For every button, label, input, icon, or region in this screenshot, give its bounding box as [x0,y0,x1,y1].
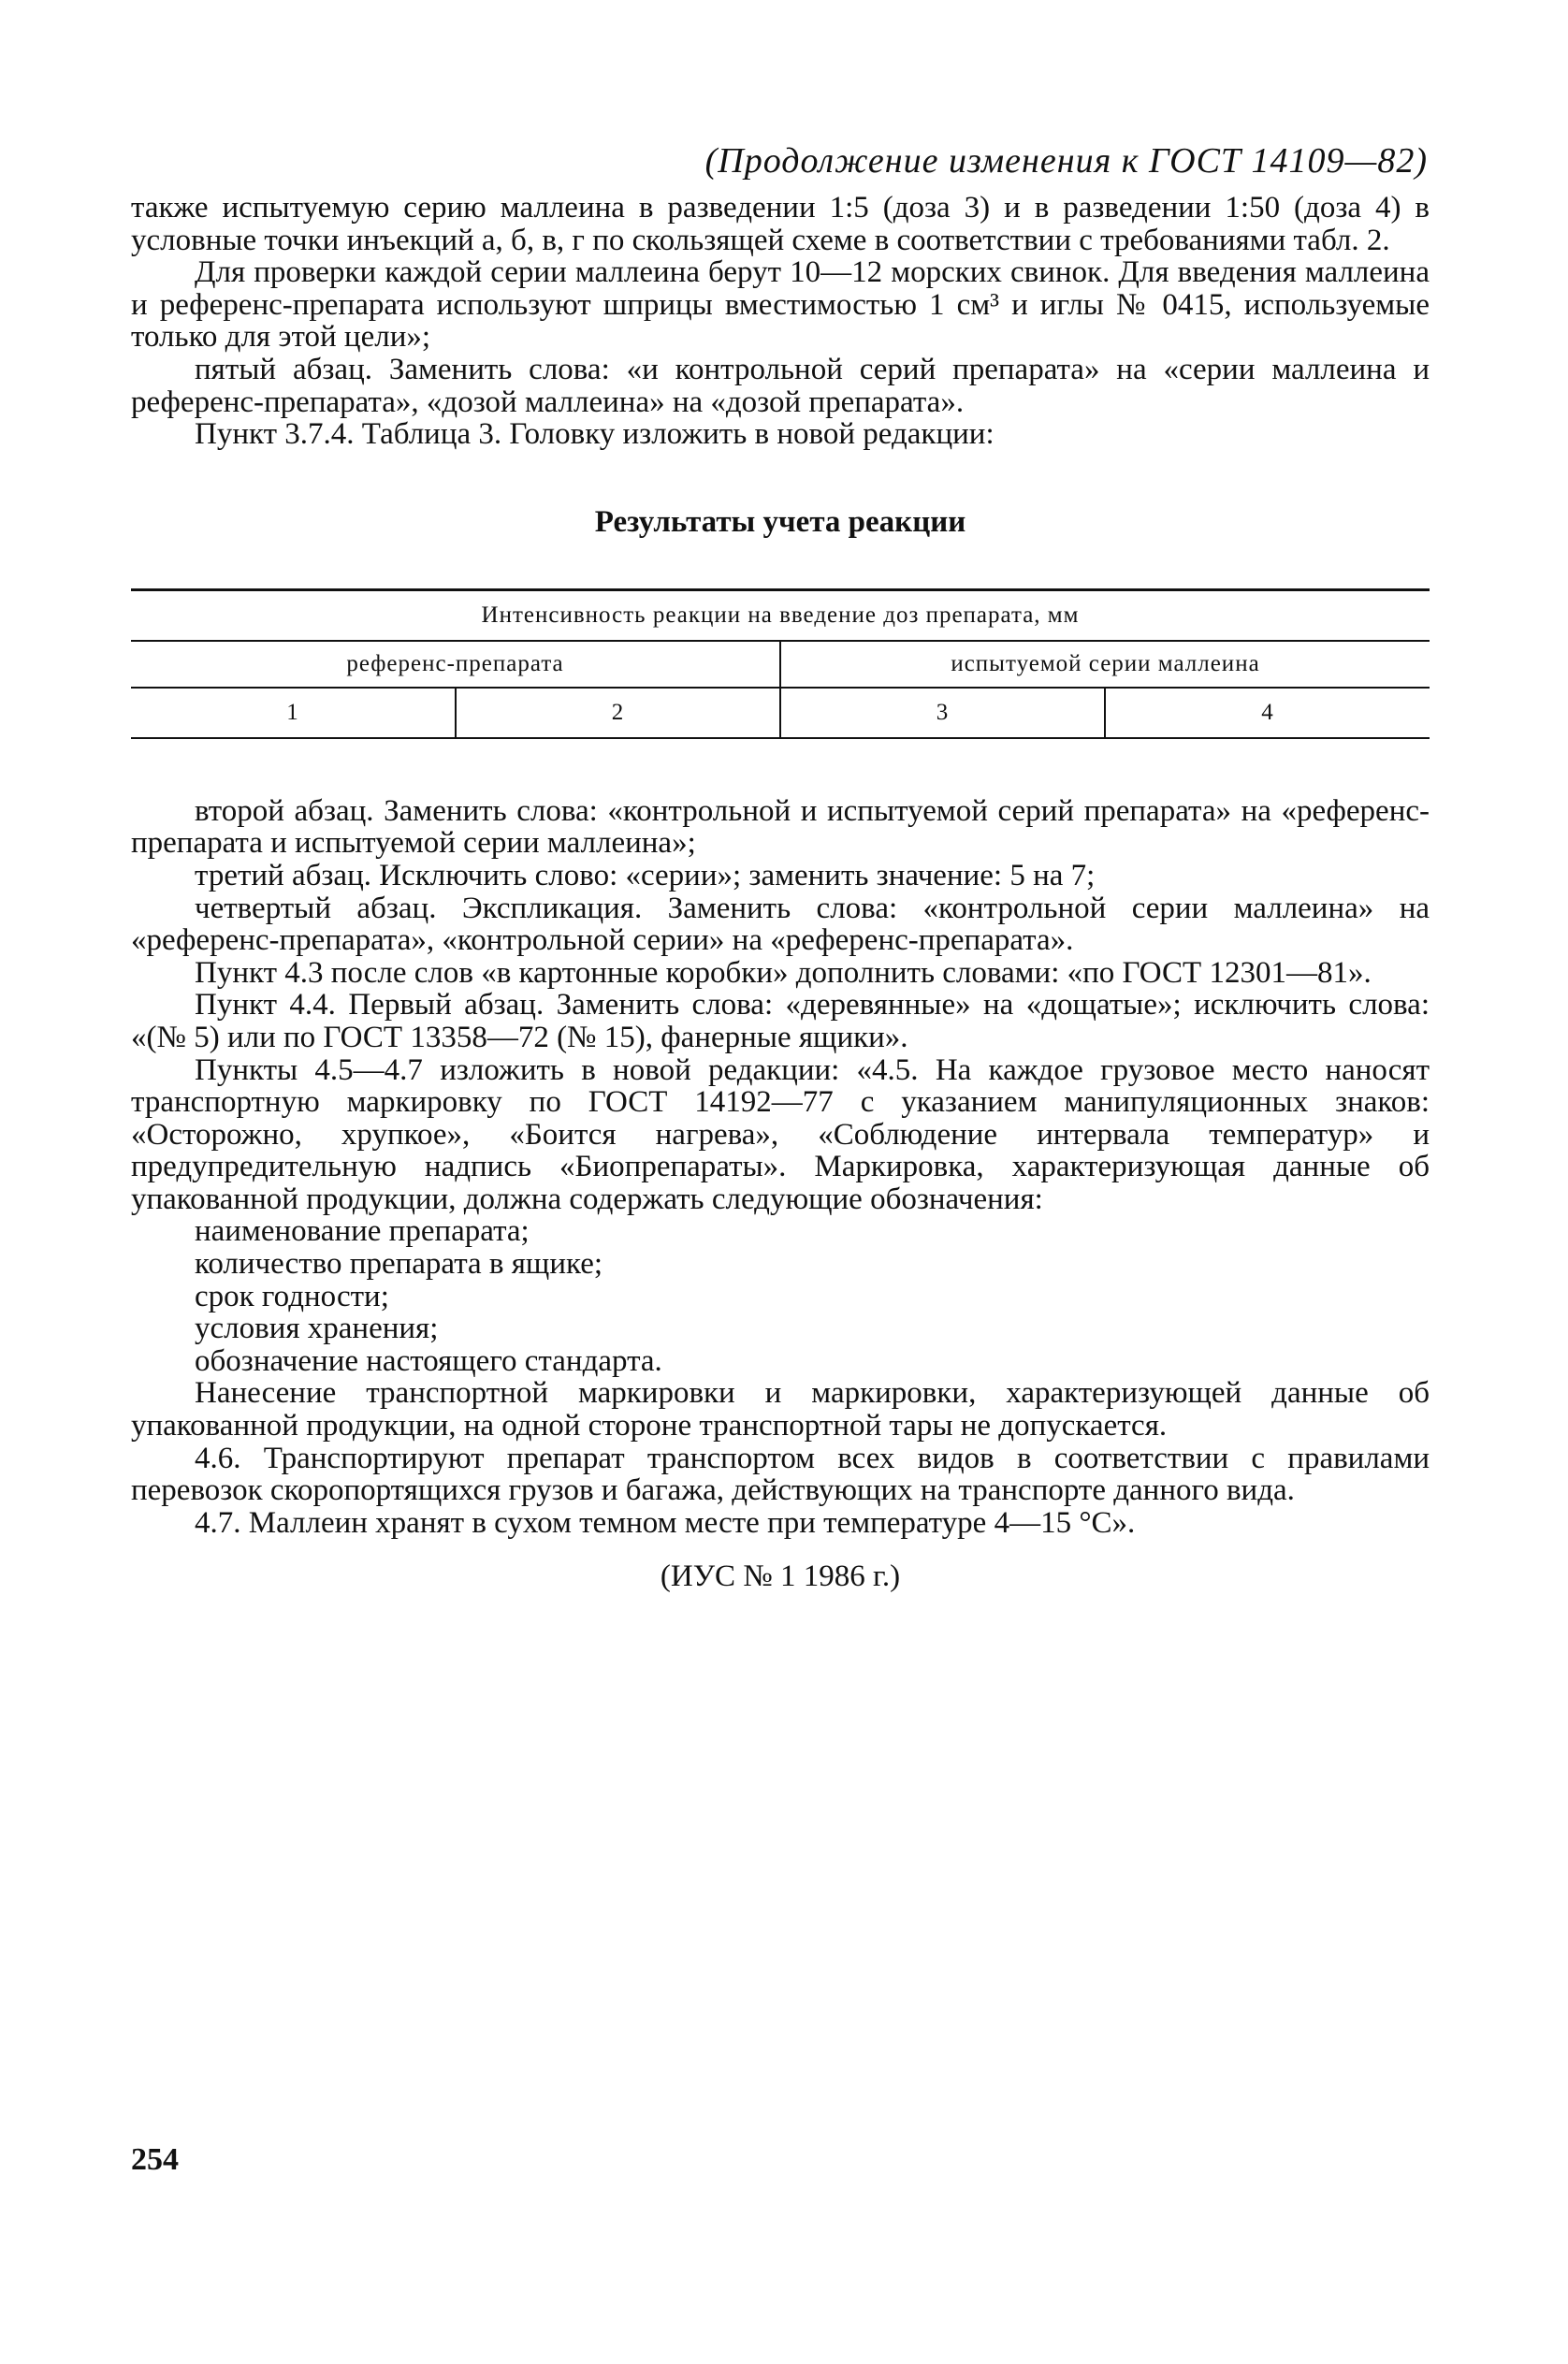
paragraph: 4.6. Транспортируют препарат транспортом всех видов в соответствии с правилами перевозок скоропортящихся грузов и багажа, действующих на транспорте данного вида. [131,1441,1430,1508]
paragraph: пятый абзац. Заменить слова: «и контрольной серий препарата» на «серии маллеина и референс-препарата», «дозой маллеина» на «дозой препарата». [131,352,1430,419]
table-group-left: референс-препарата [131,641,780,688]
paragraph: 4.7. Маллеин хранят в сухом темном месте при температуре 4—15 °С». [195,1505,1136,1540]
list-item: условия хранения; [195,1312,439,1346]
running-header: (Продолжение изменения к ГОСТ 14109—82) [704,141,1428,181]
table-title: Результаты учета реакции [594,504,966,539]
list-item: количество препарата в ящике; [195,1247,603,1282]
list-item: наименование препарата; [195,1214,530,1249]
paragraph: Нанесение транспортной маркировки и маркировки, характеризующей данные об упакованной продукции, на одной стороне транспортной тары не допускается. [131,1376,1430,1443]
table-col-4: 4 [1105,688,1430,738]
table-top-header: Интенсивность реакции на введение доз препарата, мм [131,589,1430,641]
paragraph: Пункты 4.5—4.7 изложить в новой редакции: «4.5. На каждое грузовое место наносят транспортную маркировку по ГОСТ 14192—77 с указанием манипуляционных знаков: «Осторожно, хрупкое», «Боится нагрева», «Соблюдение интервала температур» и предупредительную надпись «Биопрепараты». Маркировка, характеризующая данные об упакованной продукции, должна содержать следующие обозначения: [131,1052,1430,1216]
table-col-1: 1 [131,688,456,738]
marking-list [131,1215,1430,1377]
list-item: срок годности; [195,1279,389,1313]
paragraph: четвертый абзац. Экспликация. Заменить слова: «контрольной серии маллеина» на «референс-препарата», «контрольной серии» на «референс-препарата». [131,891,1430,958]
paragraph-continuation: также испытуемую серию маллеина в разведении 1:5 (доза 3) и в разведении 1:50 (доза 4) в условные точки инъекций а, б, в, г по скользящей схеме в соответствии с требованиями табл. 2. [131,191,1430,257]
table-col-3: 3 [780,688,1105,738]
amendments-section [131,795,1430,1595]
results-table [131,588,1430,739]
paragraph: Пункт 4.3 после слов «в картонные коробки» дополнить словами: «по ГОСТ 12301—81». [195,955,1372,990]
paragraph: Пункт 3.7.4. Таблица 3. Головку изложить в новой редакции: [195,417,995,452]
paragraph: третий абзац. Исключить слово: «серии»; заменить значение: 5 на 7; [195,858,1096,892]
list-item: обозначение настоящего стандарта. [195,1343,662,1378]
paragraph: Для проверки каждой серии маллеина берут 10—12 морских свинок. Для введения маллеина и референс-препарата используют шприцы вместимостью 1 см³ и иглы № 0415, используемые только для этой цели»; [131,255,1430,355]
source-reference: (ИУС № 1 1986 г.) [660,1559,901,1594]
page-number: 254 [131,2142,179,2177]
table-col-2: 2 [456,688,780,738]
table-group-right: испытуемой серии маллеина [780,641,1430,688]
paragraph: Пункт 4.4. Первый абзац. Заменить слова: «деревянные» на «дощатые»; исключить слова: «(№ 5) или по ГОСТ 13358—72 (№ 15), фанерные ящики». [131,988,1430,1054]
document-body [131,192,1430,1594]
paragraph: второй абзац. Заменить слова: «контрольной и испытуемой серий препарата» на «референс-препарата и испытуемой серии маллеина»; [131,793,1430,861]
